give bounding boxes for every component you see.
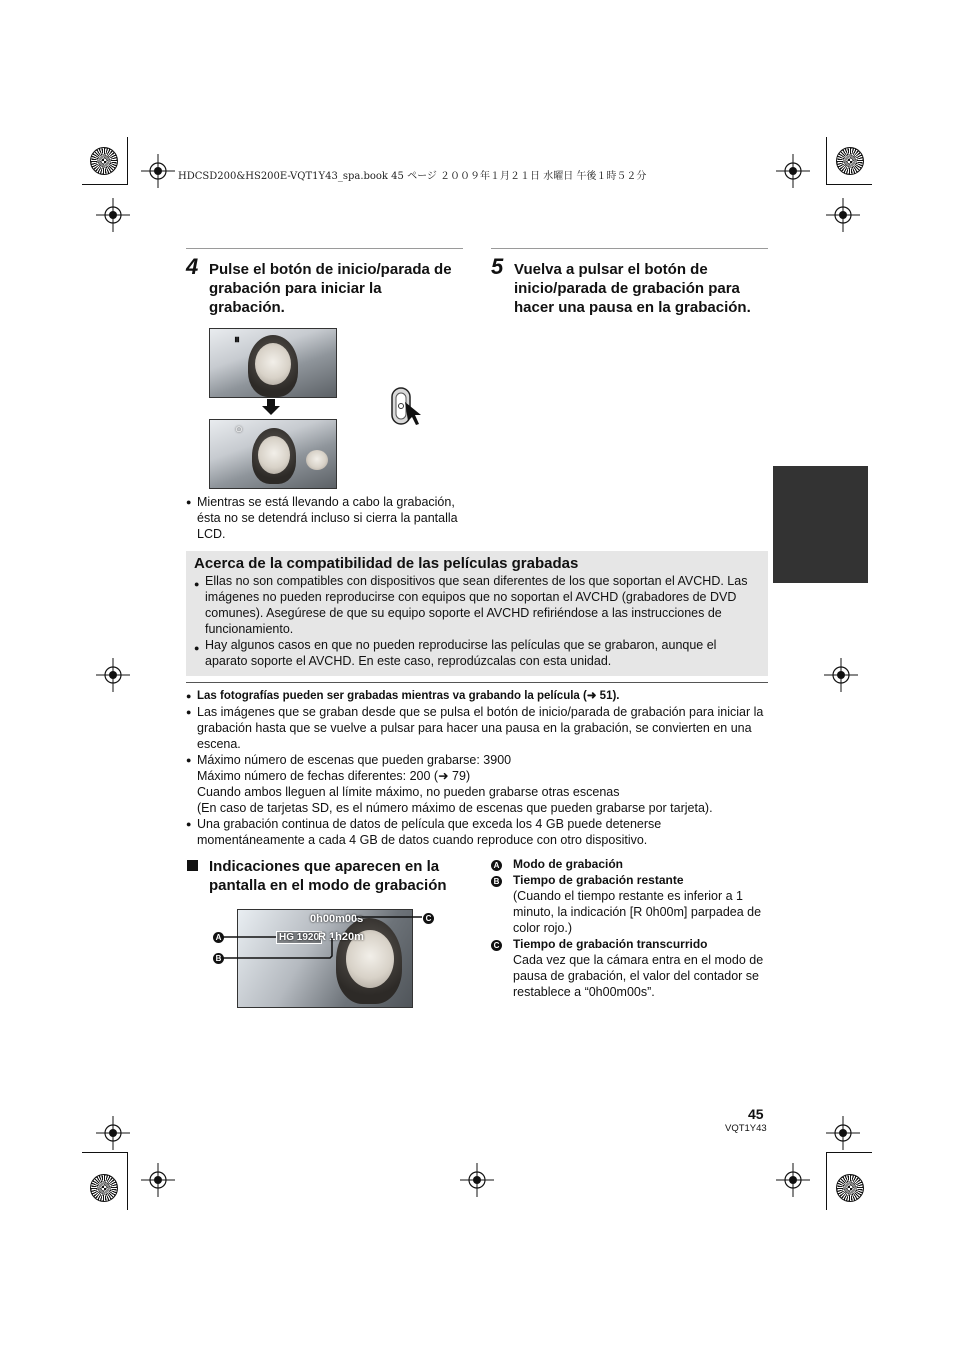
callout-c-icon: C (423, 913, 434, 924)
compatibility-item: Ellas no son compatibles con dispositivos que sean diferentes de los que soportan el AVCHD. Las imágenes no pueden reproducirse con equipos que no soportan el AVCHD (grabadores de DVD comunes). Asegúrese de que su equipo soporte el AVCHD refiriéndose a las instrucciones de funcionamiento. (205, 574, 748, 636)
rosette-mark-icon (836, 147, 864, 175)
trim-line (826, 184, 872, 185)
note-scene: Las imágenes que se graban desde que se pulsa el botón de inicio/parada de grabación para iniciar la grabación hasta que se vuelve a pulsar para hacer una pausa en la grabación, se convierten en una escena. (197, 705, 764, 751)
trim-line (826, 1152, 827, 1210)
step4-text: Pulse el botón de inicio/parada de grabación para iniciar la grabación. (209, 261, 452, 316)
crosshair-mark-icon (96, 1116, 130, 1150)
step5-text: Vuelva a pulsar el botón de inicio/parada de grabación para hacer una pausa en la grabación. (514, 261, 751, 316)
trim-line (826, 1152, 872, 1153)
note-max-scenes: Máximo número de escenas que pueden grabarse: 3900 (197, 753, 512, 767)
note-4gb: Una grabación continua de datos de película que exceda los 4 GB puede detenerse momentáneamente a cada 4 GB de datos cuando reproduce con otro dispositivo. (197, 817, 662, 847)
crosshair-mark-icon (824, 658, 858, 692)
note-max-dates: Máximo número de fechas diferentes: 200 (➜ 79) (197, 769, 471, 783)
legend-c-label: Tiempo de grabación transcurrido (513, 937, 708, 951)
bullet-icon: ● (194, 579, 200, 589)
record-button-icon (390, 386, 424, 428)
trim-line (127, 1152, 128, 1210)
record-osd-icon: ○ (235, 421, 243, 436)
rosette-mark-icon (90, 1174, 118, 1202)
square-bullet-icon (187, 860, 198, 871)
crosshair-mark-icon (826, 1116, 860, 1150)
arrow-down-icon (262, 399, 280, 415)
legend-b-desc: (Cuando el tiempo restante es inferior a 1 minuto, la indicación [R 0h00m] parpadea de color rojo.) (513, 889, 762, 935)
crosshair-mark-icon (776, 154, 810, 188)
crosshair-mark-icon (826, 198, 860, 232)
compatibility-title: Acerca de la compatibilidad de las películas grabadas (194, 555, 579, 572)
bullet-icon: ● (186, 691, 192, 701)
step5-rule (491, 248, 768, 249)
osd-recording-mode: HG 1920 (276, 931, 322, 944)
bullet-icon: ● (194, 643, 200, 653)
photo-pause (209, 328, 337, 398)
bullet-icon: ● (186, 497, 192, 507)
pause-osd-icon: ⏸ (234, 332, 241, 346)
step4-rule (186, 248, 463, 249)
step4-number: 4 (186, 254, 199, 279)
rosette-mark-icon (90, 147, 118, 175)
trim-line (82, 1152, 128, 1153)
callout-lines (210, 910, 435, 966)
notes-rule (186, 682, 768, 683)
rosette-mark-icon (836, 1174, 864, 1202)
osd-remaining-time: R 1h20m (318, 931, 364, 943)
bullet-icon: ● (186, 819, 192, 829)
page-number: 45 (748, 1106, 764, 1122)
note-sd-card: (En caso de tarjetas SD, es el número máximo de escenas que pueden grabarse por tarjeta). (197, 801, 713, 815)
legend-a-icon: A (491, 860, 502, 871)
legend-c-desc: Cada vez que la cámara entra en el modo de pausa de grabación, el valor del contador se restablece a “0h00m00s”. (513, 953, 764, 999)
legend-b-label: Tiempo de grabación restante (513, 873, 684, 887)
note-limit: Cuando ambos lleguen al límite máximo, no pueden grabarse otras escenas (197, 785, 620, 799)
compatibility-box (186, 551, 768, 676)
photo-recording (209, 419, 337, 489)
crosshair-mark-icon (776, 1163, 810, 1197)
osd-elapsed-time: 0h00m00s (310, 913, 364, 925)
crosshair-mark-icon (96, 198, 130, 232)
note-photos: Las fotografías pueden ser grabadas mientras va grabando la película (➜ 51). (197, 690, 620, 702)
trim-line (127, 137, 128, 185)
step5-number: 5 (491, 254, 504, 279)
legend-c-icon: C (491, 940, 502, 951)
callout-b-icon: B (213, 953, 224, 964)
step4-note: Mientras se está llevando a cabo la grabación, ésta no se detendrá incluso si cierra la pantalla LCD. (197, 495, 458, 541)
model-code: VQT1Y43 (725, 1123, 767, 1134)
crosshair-mark-icon (96, 658, 130, 692)
crosshair-mark-icon (141, 154, 175, 188)
chapter-tab (773, 466, 868, 583)
crosshair-mark-icon (141, 1163, 175, 1197)
legend-a-label: Modo de grabación (513, 857, 624, 871)
trim-line (82, 184, 128, 185)
bullet-icon: ● (186, 707, 192, 717)
trim-line (826, 137, 827, 185)
compatibility-item: Hay algunos casos en que no pueden reproducirse las películas que se grabaron, aunque el aparato soporte el AVCHD. En este caso, reprodúzcalas con esta unidad. (205, 638, 717, 668)
indications-title: Indicaciones que aparecen en la pantalla en el modo de grabación (209, 858, 447, 894)
bullet-icon: ● (186, 755, 192, 765)
callout-a-icon: A (213, 932, 224, 943)
legend-b-icon: B (491, 876, 502, 887)
crosshair-mark-icon (460, 1163, 494, 1197)
print-header: HDCSD200&HS200E-VQT1Y43_spa.book 45 ページ ２００９年１月２１日 水曜日 午後１時５２分 (178, 171, 647, 182)
